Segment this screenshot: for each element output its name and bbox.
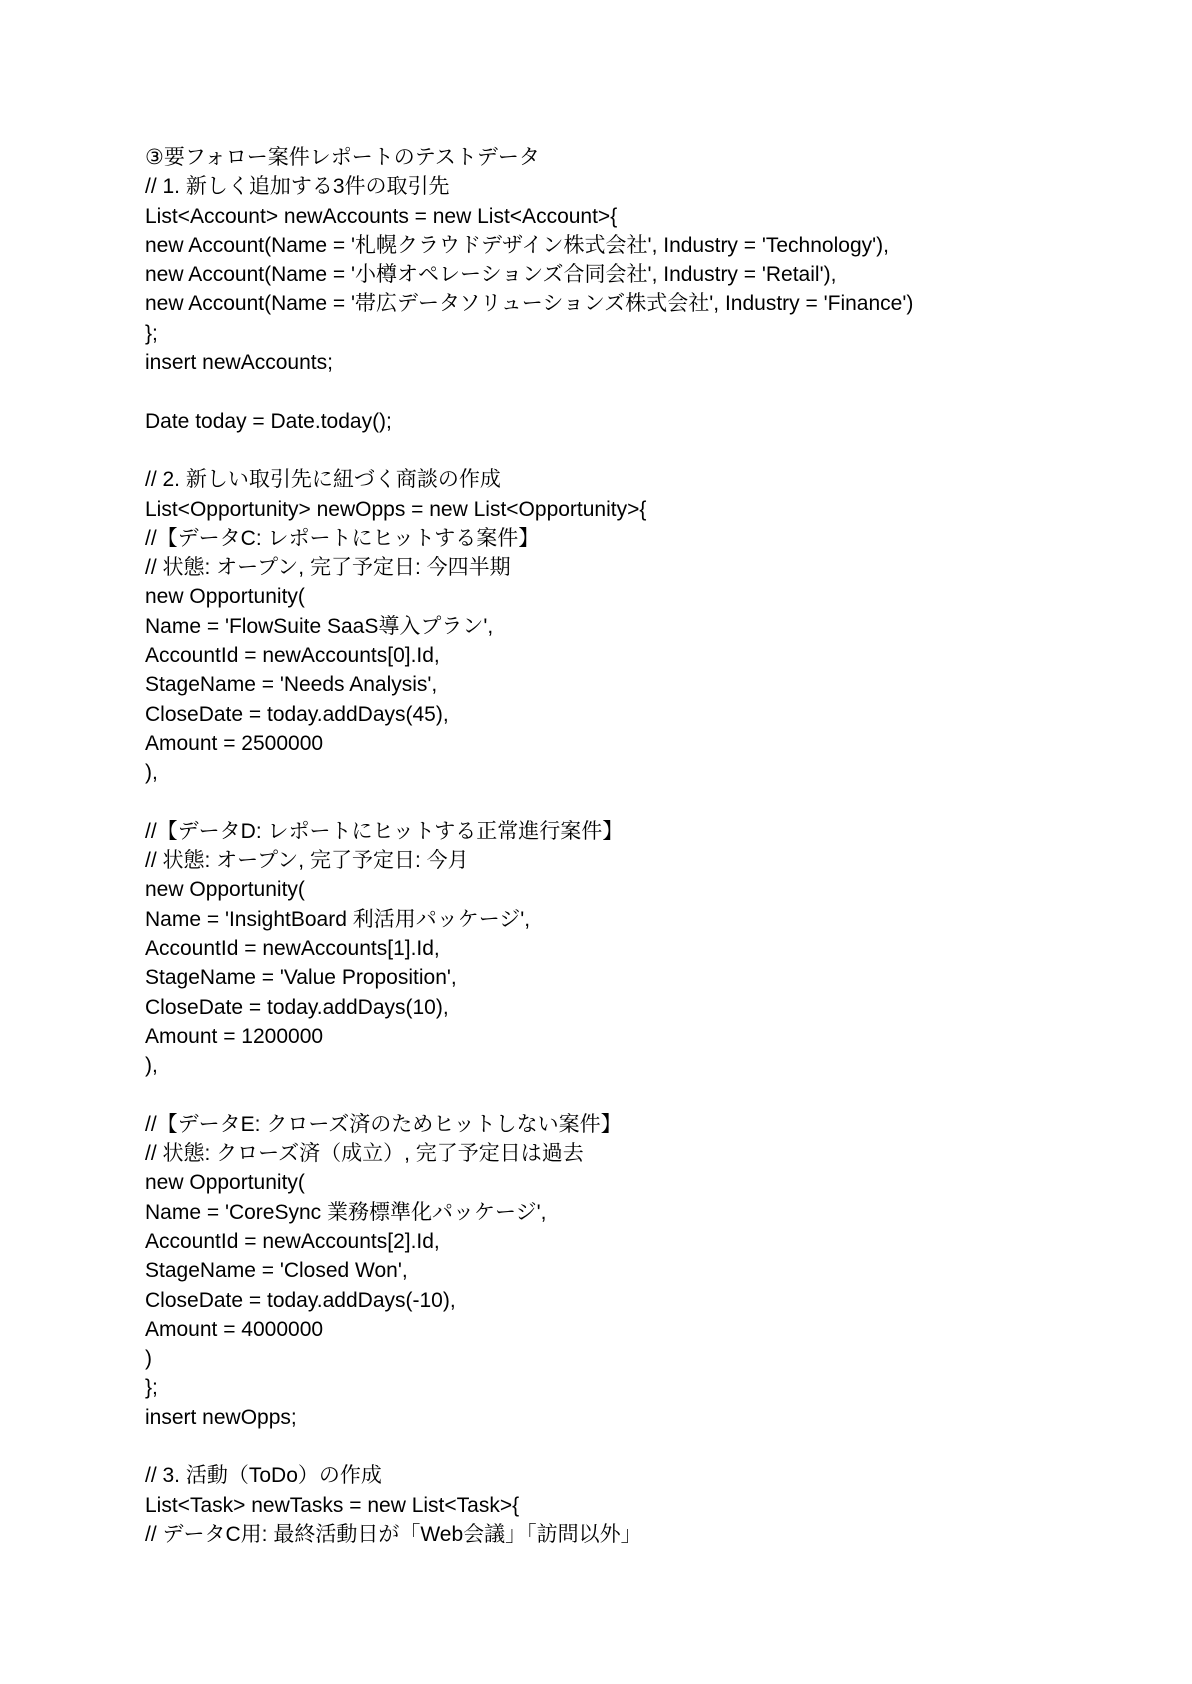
code-line: ), (145, 1054, 158, 1078)
blank-line (145, 1432, 1145, 1461)
code-comment: // 2. 新しい取引先に紐づく商談の作成 (145, 468, 501, 492)
blank-line (145, 788, 1145, 817)
code-line: insert newOpps; (145, 1405, 297, 1429)
code-line: List<Task> newTasks = new List<Task>{ (145, 1493, 520, 1517)
code-line: List<Opportunity> newOpps = new List<Opportunity>{ (145, 497, 647, 521)
code-comment: // データC用: 最終活動日が「Web会議」「訪問以外」 (145, 1522, 642, 1546)
code-comment: // 3. 活動（ToDo）の作成 (145, 1464, 382, 1488)
code-line: StageName = 'Needs Analysis', (145, 673, 438, 697)
code-line: new Opportunity( (145, 878, 305, 902)
code-line: AccountId = newAccounts[2].Id, (145, 1229, 440, 1253)
code-line: new Account(Name = '小樽オペレーションズ合同会社', Industry = 'Retail'), (145, 263, 837, 287)
code-line: ), (145, 761, 158, 785)
code-line: StageName = 'Value Proposition', (145, 966, 457, 990)
code-line: Name = 'InsightBoard 利活用パッケージ', (145, 907, 531, 931)
code-comment: //【データC: レポートにヒットする案件】 (145, 526, 540, 550)
code-comment: //【データD: レポートにヒットする正常進行案件】 (145, 819, 624, 843)
code-line: CloseDate = today.addDays(10), (145, 995, 449, 1019)
code-line: CloseDate = today.addDays(-10), (145, 1288, 456, 1312)
blank-line (145, 377, 1145, 406)
code-line: Name = 'CoreSync 業務標準化パッケージ', (145, 1200, 547, 1224)
code-line: Date today = Date.today(); (145, 409, 392, 433)
code-line: new Opportunity( (145, 585, 305, 609)
code-line: StageName = 'Closed Won', (145, 1259, 408, 1283)
blank-line (145, 1081, 1145, 1110)
code-line: Amount = 1200000 (145, 1024, 324, 1048)
code-line: AccountId = newAccounts[1].Id, (145, 937, 440, 961)
code-comment: // 状態: クローズ済（成立）, 完了予定日は過去 (145, 1142, 584, 1166)
code-comment: // 状態: オープン, 完了予定日: 今月 (145, 849, 469, 873)
code-line: Amount = 4000000 (145, 1317, 324, 1341)
code-line: CloseDate = today.addDays(45), (145, 702, 449, 726)
section-heading: ③要フォロー案件レポートのテストデータ (145, 146, 540, 169)
blank-line (145, 436, 1145, 465)
code-line: insert newAccounts; (145, 351, 333, 375)
code-line: new Account(Name = '札幌クラウドデザイン株式会社', Industry = 'Technology'), (145, 233, 889, 257)
code-line: new Opportunity( (145, 1171, 305, 1195)
code-line: Amount = 2500000 (145, 731, 324, 755)
code-line: ) (145, 1347, 152, 1371)
code-line: new Account(Name = '帯広データソリューションズ株式会社', Industry = 'Finance') (145, 292, 914, 316)
code-line: Name = 'FlowSuite SaaS導入プラン', (145, 614, 494, 638)
code-comment: // 状態: オープン, 完了予定日: 今四半期 (145, 556, 511, 580)
code-comment: // 1. 新しく追加する3件の取引先 (145, 175, 450, 199)
code-comment: //【データE: クローズ済のためヒットしない案件】 (145, 1112, 622, 1136)
code-line: }; (145, 1376, 158, 1400)
code-listing (145, 143, 1145, 1549)
code-line: AccountId = newAccounts[0].Id, (145, 644, 440, 668)
code-line: }; (145, 321, 158, 345)
code-line: List<Account> newAccounts = new List<Account>{ (145, 204, 618, 228)
